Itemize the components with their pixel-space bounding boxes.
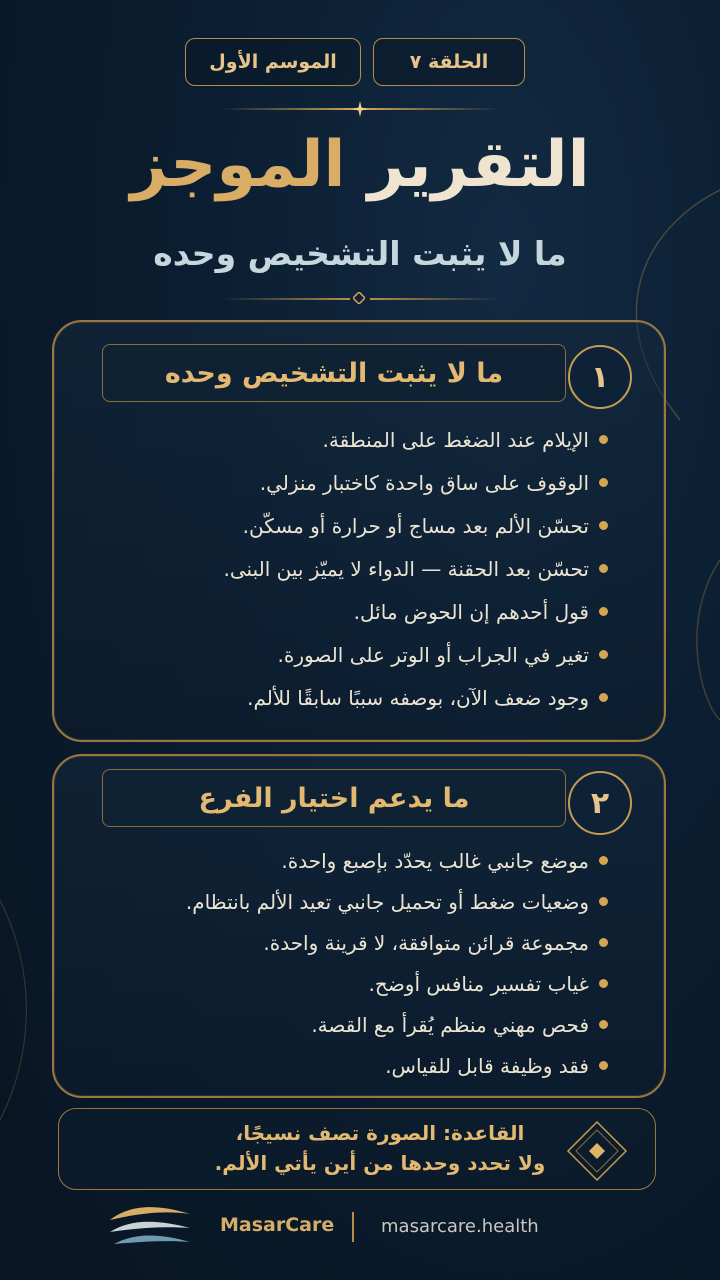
bullet-icon <box>599 521 608 530</box>
list-item <box>92 963 612 1004</box>
list-item <box>92 922 612 963</box>
section-heading-1 <box>102 344 566 402</box>
list-item-text: وضعيات ضغط أو تحميل جانبي تعيد الألم بانتظام. <box>185 889 589 914</box>
masarcare-logo-icon <box>106 1200 194 1252</box>
list-item <box>92 547 612 590</box>
episode-badge <box>373 38 525 86</box>
episode-label: الحلقة ٧ <box>409 51 489 73</box>
list-item-text: الوقوف على ساق واحدة كاختبار منزلي. <box>259 470 589 495</box>
list-item <box>92 1045 612 1086</box>
list-item <box>92 590 612 633</box>
bullet-icon <box>599 650 608 659</box>
page-subtitle: ما لا يثبت التشخيص وحده <box>153 234 567 273</box>
title-word-1: التقرير <box>367 128 590 202</box>
rule-text <box>170 1118 590 1178</box>
website-link[interactable]: masarcare.health <box>381 1216 539 1237</box>
bullet-icon <box>599 938 608 947</box>
list-item-text: تحسّن بعد الحقنة — الدواء لا يميّز بين البنى. <box>223 556 589 581</box>
section-number-badge-2 <box>568 771 632 835</box>
list-item-text: غياب تفسير منافس أوضح. <box>368 971 589 996</box>
list-item-text: تغير في الجراب أو الوتر على الصورة. <box>277 642 589 667</box>
subtitle-divider-left <box>220 298 350 300</box>
page-title <box>0 128 720 202</box>
bullet-icon <box>599 607 608 616</box>
sparkle-icon <box>352 101 368 117</box>
list-item-text: الإيلام عند الضغط على المنطقة. <box>322 427 589 452</box>
list-item-text: مجموعة قرائن متوافقة، لا قرينة واحدة. <box>263 930 589 955</box>
diamond-frame-icon <box>566 1120 628 1182</box>
section-number: ٢ <box>590 785 610 821</box>
bullet-icon <box>599 693 608 702</box>
section-list-1 <box>92 418 612 719</box>
bullet-icon <box>599 478 608 487</box>
list-item <box>92 418 612 461</box>
bullet-icon <box>599 979 608 988</box>
section-list-2 <box>92 840 612 1086</box>
diamond-icon <box>353 292 365 304</box>
list-item-text: موضع جانبي غالب يحدّد بإصبع واحدة. <box>281 848 589 873</box>
section-heading-2 <box>102 769 566 827</box>
list-item-text: فقد وظيفة قابل للقياس. <box>385 1053 589 1078</box>
section-number: ١ <box>590 359 610 395</box>
list-item <box>92 504 612 547</box>
bullet-icon <box>599 897 608 906</box>
bullet-icon <box>599 856 608 865</box>
list-item <box>92 881 612 922</box>
brand-name: MasarCare <box>220 1214 335 1236</box>
section-heading-text: ما لا يثبت التشخيص وحده <box>164 357 504 389</box>
subtitle-divider-right <box>370 298 500 300</box>
season-label: الموسم الأول <box>209 51 337 73</box>
list-item-text: قول أحدهم إن الحوض مائل. <box>353 599 589 624</box>
list-item <box>92 840 612 881</box>
list-item <box>92 1004 612 1045</box>
season-badge <box>185 38 361 86</box>
bullet-icon <box>599 1061 608 1070</box>
rule-line-2: ولا تحدد وحدها من أين يأتي الألم. <box>214 1151 546 1175</box>
list-item-text: فحص مهني منظم يُقرأ مع القصة. <box>311 1012 589 1037</box>
section-heading-text: ما يدعم اختيار الفرع <box>198 782 470 814</box>
bullet-icon <box>599 1020 608 1029</box>
list-item <box>92 633 612 676</box>
title-word-2: الموجز <box>130 128 346 202</box>
list-item <box>92 676 612 719</box>
bullet-icon <box>599 564 608 573</box>
footer-separator <box>352 1212 354 1242</box>
rule-line-1: القاعدة: الصورة تصف نسيجًا، <box>235 1121 525 1145</box>
list-item-text: تحسّن الألم بعد مساج أو حرارة أو مسكّن. <box>242 513 589 538</box>
bullet-icon <box>599 435 608 444</box>
section-number-badge-1 <box>568 345 632 409</box>
list-item-text: وجود ضعف الآن، بوصفه سببًا سابقًا للألم. <box>247 685 589 710</box>
list-item <box>92 461 612 504</box>
